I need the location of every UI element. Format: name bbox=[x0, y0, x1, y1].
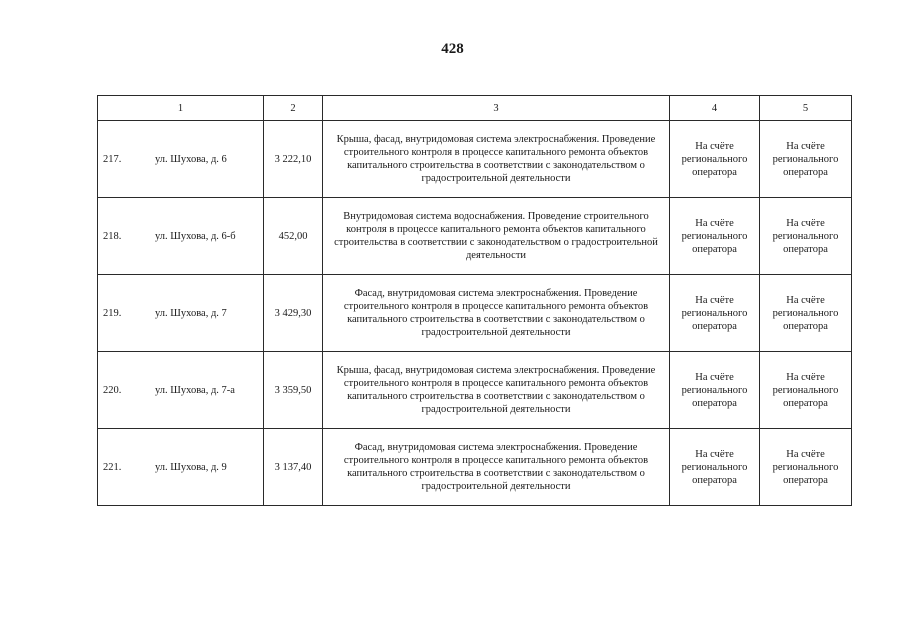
row-address: ул. Шухова, д. 6-б bbox=[155, 230, 236, 242]
table-row bbox=[98, 429, 852, 506]
row-col5: На счёте регионального оператора bbox=[760, 121, 852, 198]
row-col4: На счёте регионального оператора bbox=[670, 429, 760, 506]
row-works: Фасад, внутридомовая система электроснабжения. Проведение строительного контроля в процессе капитального ремонта объектов капитального строительства в соответствии с законодательством о градостроительной деятельности bbox=[323, 275, 670, 352]
address-cell bbox=[98, 429, 264, 506]
row-address: ул. Шухова, д. 6 bbox=[155, 153, 227, 165]
repair-table bbox=[97, 95, 852, 506]
row-works: Фасад, внутридомовая система электроснабжения. Проведение строительного контроля в процессе капитального ремонта объектов капитального строительства в соответствии с законодательством о градостроительной деятельности bbox=[323, 429, 670, 506]
row-area: 3 429,30 bbox=[264, 275, 323, 352]
row-works: Крыша, фасад, внутридомовая система электроснабжения. Проведение строительного контроля в процессе капитального ремонта объектов капитального строительства в соответствии с законодательством о градостроительной деятельности bbox=[323, 121, 670, 198]
row-works: Крыша, фасад, внутридомовая система электроснабжения. Проведение строительного контроля в процессе капитального ремонта объектов капитального строительства в соответствии с законодательством о градостроительной деятельности bbox=[323, 352, 670, 429]
table-row bbox=[98, 198, 852, 275]
row-col5: На счёте регионального оператора bbox=[760, 275, 852, 352]
row-area: 452,00 bbox=[264, 198, 323, 275]
table-row bbox=[98, 121, 852, 198]
row-area: 3 137,40 bbox=[264, 429, 323, 506]
page-number: 428 bbox=[441, 41, 464, 57]
row-works: Внутридомовая система водоснабжения. Проведение строительного контроля в процессе капитального ремонта объектов капитального строительства в соответствии с законодательством о градостроительной деятельности bbox=[323, 198, 670, 275]
column-header-1: 1 bbox=[98, 96, 264, 121]
column-header-2: 2 bbox=[264, 96, 323, 121]
column-header-5: 5 bbox=[760, 96, 852, 121]
row-number: 218. bbox=[103, 230, 122, 242]
row-col5: На счёте регионального оператора bbox=[760, 429, 852, 506]
row-address: ул. Шухова, д. 7-а bbox=[155, 384, 235, 396]
address-cell bbox=[98, 352, 264, 429]
row-col5: На счёте регионального оператора bbox=[760, 198, 852, 275]
row-number: 219. bbox=[103, 307, 122, 319]
column-header-4: 4 bbox=[670, 96, 760, 121]
row-number: 217. bbox=[103, 153, 122, 165]
column-header-3: 3 bbox=[323, 96, 670, 121]
address-cell bbox=[98, 275, 264, 352]
row-area: 3 359,50 bbox=[264, 352, 323, 429]
row-address: ул. Шухова, д. 7 bbox=[155, 307, 227, 319]
address-cell bbox=[98, 121, 264, 198]
row-col4: На счёте регионального оператора bbox=[670, 198, 760, 275]
row-col4: На счёте регионального оператора bbox=[670, 121, 760, 198]
table-row bbox=[98, 352, 852, 429]
row-area: 3 222,10 bbox=[264, 121, 323, 198]
address-cell bbox=[98, 198, 264, 275]
table-row bbox=[98, 275, 852, 352]
row-col4: На счёте регионального оператора bbox=[670, 275, 760, 352]
row-address: ул. Шухова, д. 9 bbox=[155, 461, 227, 473]
table-header-row bbox=[98, 96, 852, 121]
row-number: 221. bbox=[103, 461, 122, 473]
row-col4: На счёте регионального оператора bbox=[670, 352, 760, 429]
row-col5: На счёте регионального оператора bbox=[760, 352, 852, 429]
row-number: 220. bbox=[103, 384, 122, 396]
